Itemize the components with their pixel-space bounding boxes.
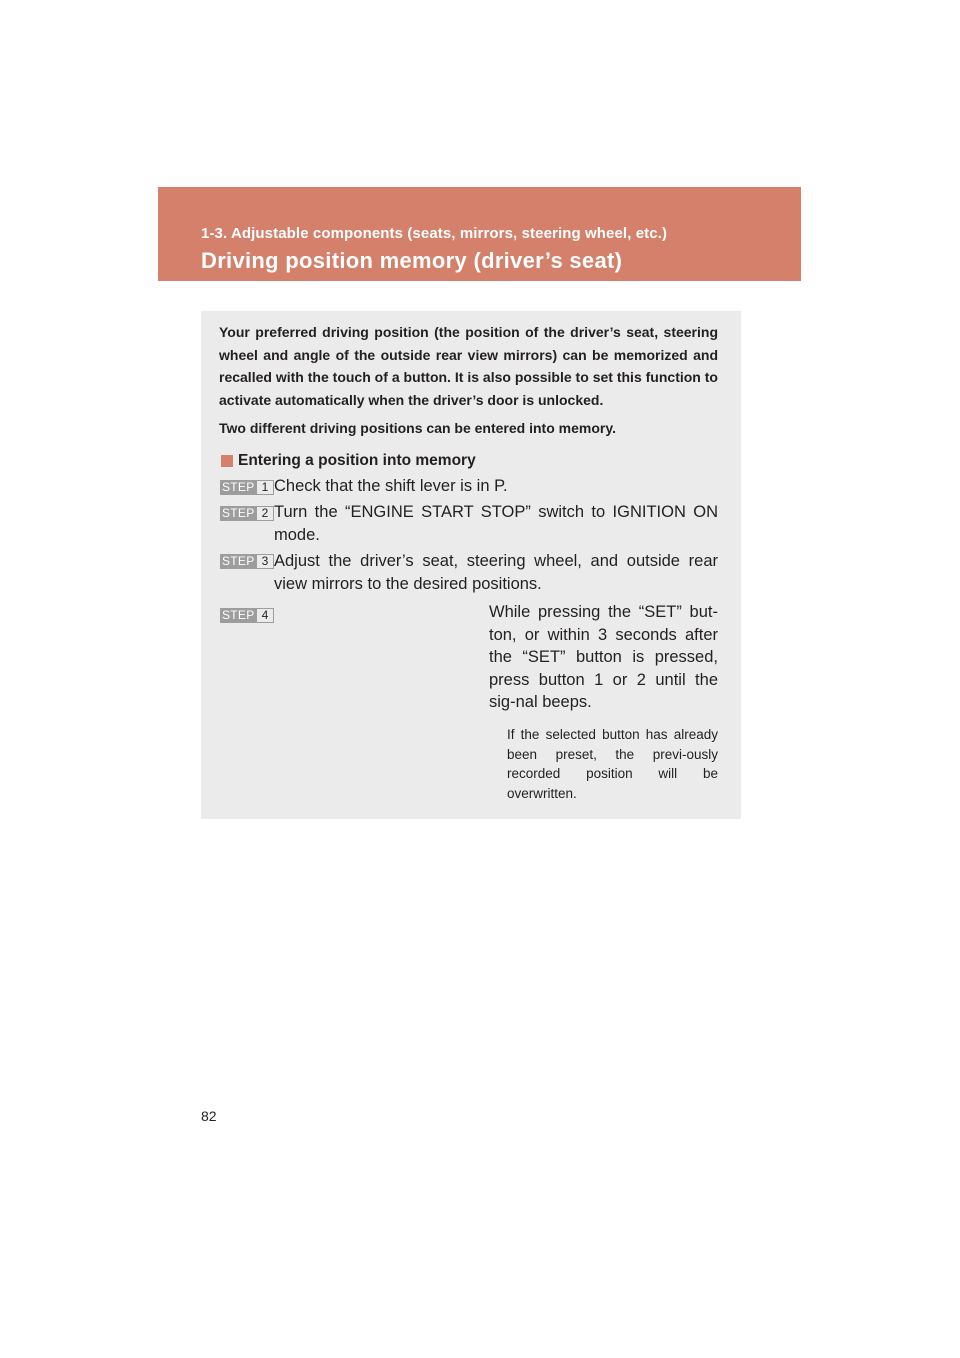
memory-note: Two different driving positions can be entered into memory. <box>219 420 616 436</box>
step-label: STEP <box>222 480 255 494</box>
step-number: 1 <box>256 480 274 495</box>
step-badge-3 <box>220 554 274 569</box>
step-label: STEP <box>222 608 255 622</box>
step-number: 2 <box>256 506 274 521</box>
step-number: 3 <box>256 554 274 569</box>
step-2-text: Turn the “ENGINE START STOP” switch to IGNITION ON mode. <box>274 503 718 544</box>
page-number: 82 <box>201 1108 217 1124</box>
content-panel <box>201 311 741 819</box>
step-badge-4 <box>220 608 274 623</box>
step-badge-2 <box>220 506 274 521</box>
step-badge-1 <box>220 480 274 495</box>
subsection-heading-text: Entering a position into memory <box>238 452 476 469</box>
step-label: STEP <box>222 506 255 520</box>
page-title: Driving position memory (driver’s seat) <box>201 248 623 273</box>
intro-paragraph: Your preferred driving position (the position of the driver’s seat, steering wheel and angle of the outside rear view mirrors) can be memorized and recalled with the touch of a button. It is also possible to set this function to activate automatically when the driver’s door is unlocked. <box>219 324 718 408</box>
square-bullet-icon <box>221 455 233 467</box>
step-label: STEP <box>222 554 255 568</box>
step-4-text: While pressing the “SET” but-ton, or within 3 seconds after the “SET” button is pressed, press button 1 or 2 until the sig-nal beeps. <box>489 603 718 711</box>
step-4-note: If the selected button has already been preset, the previ-ously recorded position will be overwritten. <box>507 727 718 801</box>
step-1-text: Check that the shift lever is in P. <box>274 477 508 495</box>
subsection-heading <box>221 452 476 470</box>
step-3-text: Adjust the driver’s seat, steering wheel, and outside rear view mirrors to the desired positions. <box>274 552 718 593</box>
section-title: 1-3. Adjustable components (seats, mirrors, steering wheel, etc.) <box>201 225 668 242</box>
step-number: 4 <box>256 608 274 623</box>
chapter-header <box>158 187 801 281</box>
